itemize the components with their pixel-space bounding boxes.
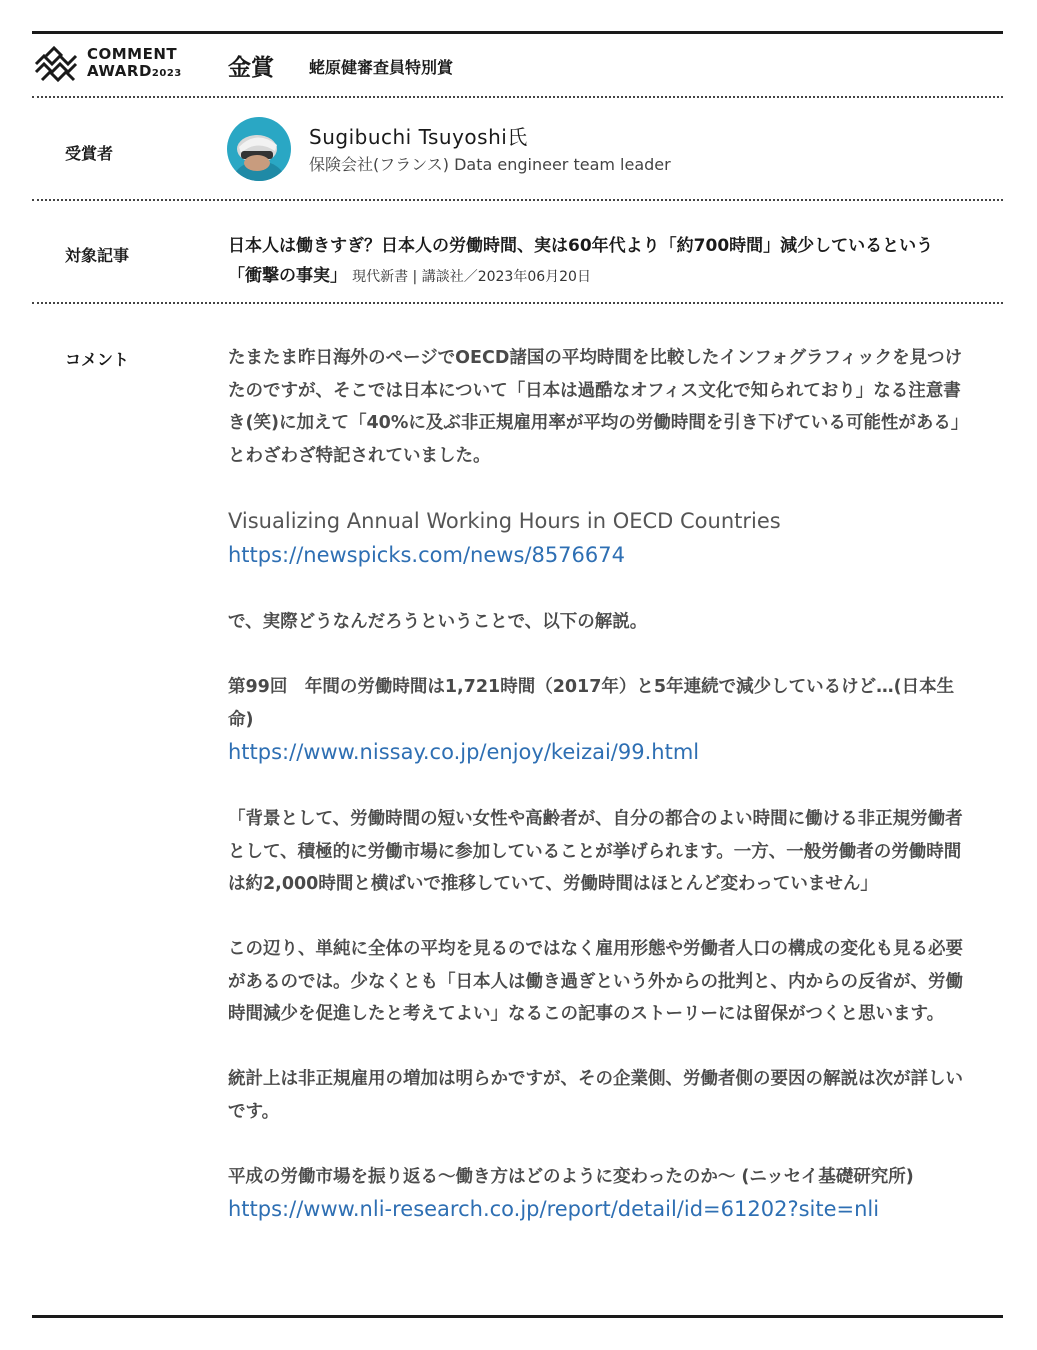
logo-award-text: AWARD xyxy=(87,62,152,80)
article-title[interactable]: 日本人は働きすぎ？日本人の労働時間、実は60年代より「約700時間」減少しているという xyxy=(228,236,934,256)
award-logo-icon xyxy=(32,44,80,84)
logo-year: 2023 xyxy=(151,68,182,79)
avatar-photo-icon xyxy=(227,117,291,181)
recipient-label: 受賞者 xyxy=(65,144,114,163)
comment-quote: 「背景として、労働時間の短い女性や高齢者が、自分の都合のよい時間に働ける非正規労働者として、積極的に労働市場に参加していることが挙げられます。一方、一般労働者の労働時間は約2,000時間と横ばいで推移していて、労働時間はほとんど変わっていません」 xyxy=(228,809,963,894)
comment-paragraph: 統計上は非正規雇用の増加は明らかですが、その企業側、労働者側の要因の解説は次が詳しいです。 xyxy=(228,1069,963,1122)
article-title-line2 xyxy=(228,261,591,286)
award-title: 金賞 xyxy=(228,55,274,81)
divider xyxy=(32,96,1003,98)
reference-link[interactable]: https://www.nissay.co.jp/enjoy/keizai/99.html xyxy=(228,740,700,764)
recipient-name: Sugibuchi Tsuyoshi氏 xyxy=(309,125,528,149)
comment-paragraph: で、実際どうなんだろうということで、以下の解説。 xyxy=(228,612,648,632)
comment-label: コメント xyxy=(65,350,130,369)
top-rule xyxy=(32,31,1003,34)
bottom-rule xyxy=(32,1315,1003,1318)
logo-line1: COMMENT xyxy=(87,45,178,63)
divider xyxy=(32,199,1003,201)
article-label: 対象記事 xyxy=(65,246,130,265)
reference-block xyxy=(228,1161,968,1228)
comment-paragraph: この辺り、単純に全体の平均を見るのではなく雇用形態や労働者人口の構成の変化も見る必要があるのでは。少なくとも「日本人は働き過ぎという外からの批判と、内からの反省が、労働時間減少を促進したと考えてよい」なるこの記事のストーリーには留保がつくと思います。 xyxy=(228,939,963,1024)
reference-title: Visualizing Annual Working Hours in OECD Countries xyxy=(228,508,781,533)
reference-link[interactable]: https://newspicks.com/news/8576674 xyxy=(228,543,625,567)
reference-title: 第99回 年間の労働時間は1,721時間（2017年）と5年連続で減少しているけど…(日本生命) xyxy=(228,677,955,730)
award-subtitle: 蛯原健審査員特別賞 xyxy=(309,58,454,77)
divider xyxy=(32,302,1003,304)
article-title-end[interactable]: 「衝撃の事実」 xyxy=(228,266,347,286)
reference-block xyxy=(228,671,968,771)
logo-line2 xyxy=(87,64,182,79)
comment-award-logo xyxy=(32,44,192,84)
comment-body xyxy=(228,342,968,1260)
avatar xyxy=(227,117,291,181)
comment-paragraph: たまたま昨日海外のページでOECD諸国の平均時間を比較したインフォグラフィックを見つけたのですが、そこでは日本について「日本は過酷なオフィス文化で知られており」なる注意書き(笑)に加えて「40%に及ぶ非正規雇用率が平均の労働時間を引き下げている可能性がある」とわざわざ特記されていました。 xyxy=(228,348,963,466)
recipient-role: 保険会社(フランス) Data engineer team leader xyxy=(309,155,671,174)
article-meta: 現代新書 | 講談社／2023年06月20日 xyxy=(352,269,591,285)
logo-wordmark xyxy=(87,47,182,79)
reference-link[interactable]: https://www.nli-research.co.jp/report/detail/id=61202?site=nli xyxy=(228,1197,880,1221)
reference-block xyxy=(228,505,968,574)
reference-title: 平成の労働市場を振り返る～働き方はどのように変わったのか～ (ニッセイ基礎研究所) xyxy=(228,1166,914,1187)
